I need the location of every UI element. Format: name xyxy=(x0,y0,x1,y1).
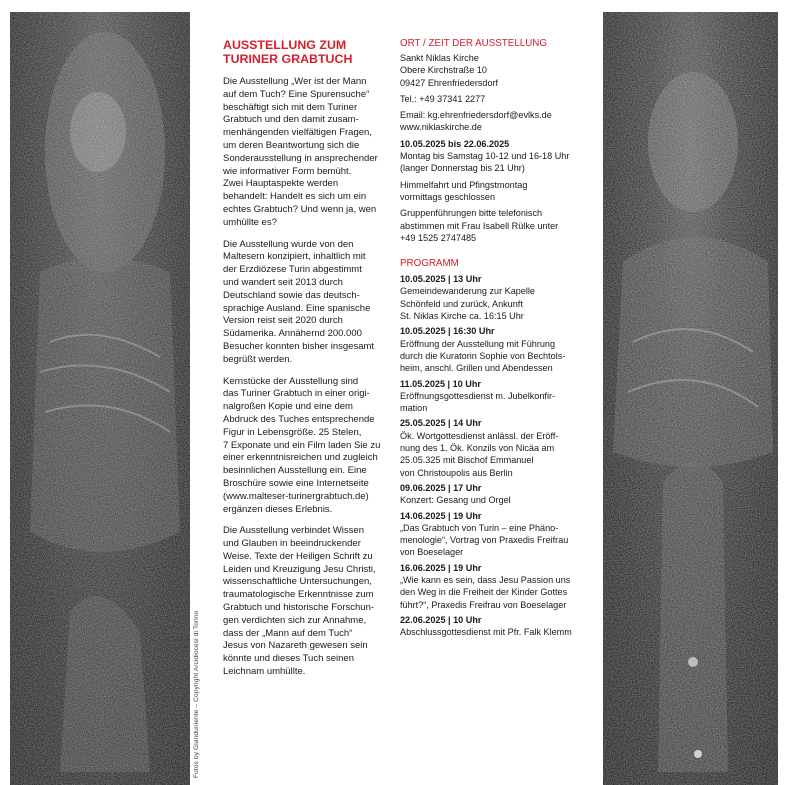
paragraph-line: auf dem Tuch? Eine Spurensuche“ xyxy=(223,88,370,100)
paragraph-line: sprachige Ausland. Eine spanische xyxy=(223,302,371,314)
shroud-photo-left xyxy=(10,12,190,785)
paragraph-line: Weise. Texte der Heiligen Schrift zu xyxy=(223,550,373,562)
address-line: 09427 Ehrenfriedersdorf xyxy=(400,77,499,88)
paragraph-line: ergänzen dieses Erlebnis. xyxy=(223,503,333,515)
program-event xyxy=(400,510,600,559)
address-line: Sankt Niklas Kirche xyxy=(400,53,479,63)
event-description: St. Niklas Kirche ca. 16:15 Uhr xyxy=(400,311,524,322)
paragraph-line: nalgroßen Kopie und eine dem xyxy=(223,401,353,413)
program-event xyxy=(400,273,600,322)
title-line-2: TURINER GRABTUCH xyxy=(223,52,353,66)
address-line: Obere Kirchstraße 10 xyxy=(400,65,487,76)
body-paragraph xyxy=(223,239,393,367)
event-description: von Boeselager xyxy=(400,547,464,558)
program-event xyxy=(400,614,600,639)
paragraph-line: Die Ausstellung wurde von den xyxy=(223,238,354,250)
event-date: 16.06.2025 | 19 Uhr xyxy=(400,562,482,573)
paragraph-line: Grabtuch und historische Forschun- xyxy=(223,602,375,614)
event-date: 22.06.2025 | 10 Uhr xyxy=(400,614,482,625)
event-description: führt?“, Praxedis Freifrau von Boeselager xyxy=(400,599,567,610)
paragraph-line: gen verdichten sich zur Annahme, xyxy=(223,614,367,626)
event-description: durch die Kuratorin Sophie von Bechtols- xyxy=(400,350,566,361)
paragraph-line: beschäftigt sich mit dem Turiner xyxy=(223,101,358,113)
paragraph-line: könnte und dieses Tuch seinen xyxy=(223,653,354,665)
closed-note: vormittags geschlossen xyxy=(400,191,496,202)
paragraph-line: Zwei Hauptaspekte werden xyxy=(223,178,339,190)
paragraph-line: Sonderausstellung in ansprechender xyxy=(223,152,378,164)
event-description: Abschlussgottesdienst mit Pfr. Falk Klemm xyxy=(400,627,572,638)
paragraph-line: Maltesern konzipiert, inhaltlich mit xyxy=(223,251,366,263)
event-date: 10.05.2025 | 16:30 Uhr xyxy=(400,326,495,337)
photo-credit: Fotos by Gianduniente – Copyright Arcidiocesi di Torino xyxy=(193,610,200,778)
paragraph-line: traumatologische Erkenntnisse zum xyxy=(223,589,374,601)
paragraph-line: (www.malteser-turinergrabtuch.de) xyxy=(223,490,369,502)
paragraph-line: 7 Exponate und ein Film laden Sie zu xyxy=(223,439,381,451)
paragraph-line: wie informativer Form bemüht. xyxy=(223,165,352,177)
website-link[interactable]: www.niklaskirche.de xyxy=(400,122,482,133)
paragraph-line: Leiden und Kreuzigung Jesu Christi, xyxy=(223,563,376,575)
program-event xyxy=(400,378,600,415)
paragraph-line: Südamerika. Annähernd 200.000 xyxy=(223,328,362,340)
paragraph-line: menhängenden vielfältigen Fragen, xyxy=(223,127,372,139)
event-date: 25.05.2025 | 14 Uhr xyxy=(400,418,482,429)
phone-text: Tel.: +49 37341 2277 xyxy=(400,93,486,104)
paragraph-line: Leichnam umhüllte. xyxy=(223,666,306,678)
event-description: Gemeindewanderung zur Kapelle xyxy=(400,286,535,297)
event-date: 11.05.2025 | 10 Uhr xyxy=(400,378,481,389)
paragraph-line: Die Ausstellung verbindet Wissen xyxy=(223,525,364,537)
program-list xyxy=(400,273,600,638)
exhibition-description xyxy=(223,38,393,688)
opening-hours: Montag bis Samstag 10-12 und 16-18 Uhr xyxy=(400,151,570,162)
paragraph-line: der Erzdiözese Turin abgestimmt xyxy=(223,264,362,276)
paragraph-list xyxy=(223,76,393,679)
paragraph-line: dass der „Mann auf dem Tuch“ xyxy=(223,627,353,639)
event-description: heim, anschl. Grillen und Abendessen xyxy=(400,363,553,374)
paragraph-line: Besucher konnten bisher insgesamt xyxy=(223,340,375,352)
event-date: 09.06.2025 | 17 Uhr xyxy=(400,482,482,493)
paragraph-line: um deren Beantwortung sich die xyxy=(223,139,360,151)
paragraph-line: Abdruck des Tuches entsprechende xyxy=(223,413,375,425)
opening-hours: (langer Donnerstag bis 21 Uhr) xyxy=(400,163,525,174)
body-paragraph xyxy=(223,525,393,679)
event-description: Schönfeld und zurück, Ankunft xyxy=(400,298,523,309)
paragraph-line: besinnlichen Ausstellung ein. Eine xyxy=(223,465,367,477)
paragraph-line: begrüßt werden. xyxy=(223,353,293,365)
paragraph-line: behandelt: Handelt es sich um ein xyxy=(223,191,367,203)
location-heading: ORT / ZEIT DER AUSSTELLUNG xyxy=(400,38,547,49)
event-description: Ök. Wortgottesdienst anlässl. der Eröff- xyxy=(400,430,559,441)
program-event xyxy=(400,417,600,478)
event-description: menologie“, Vortrag von Praxedis Freifrau xyxy=(400,535,569,546)
body-paragraph xyxy=(223,76,393,230)
program-event xyxy=(400,325,600,374)
paragraph-line: und wandert seit 2013 durch xyxy=(223,276,343,288)
event-date: 10.05.2025 | 13 Uhr xyxy=(400,274,482,285)
paragraph-line: Version reist seit 2020 durch xyxy=(223,315,343,327)
paragraph-line: Deutschland sowie das deutsch- xyxy=(223,289,360,301)
paragraph-line: das Turiner Grabtuch in einer origi- xyxy=(223,388,370,400)
event-description: Konzert: Gesang und Orgel xyxy=(400,495,511,506)
event-description: nung des 1. Ök. Konzils von Nicäa am xyxy=(400,443,555,454)
event-description: den Weg in die Freiheit der Kinder Gottes xyxy=(400,587,568,598)
paragraph-line: Jesus von Nazareth gewesen sein xyxy=(223,640,368,652)
paragraph-line: Grabtuch und den damit zusam- xyxy=(223,114,359,126)
paragraph-line: wissenschaftliche Untersuchungen, xyxy=(223,576,372,588)
paragraph-line: Die Ausstellung „Wer ist der Mann xyxy=(223,76,367,87)
paragraph-line: und Glauben in beeindruckender xyxy=(223,538,361,550)
paragraph-line: Kernstücke der Ausstellung sind xyxy=(223,375,359,387)
group-tour-note: Gruppenführungen bitte telefonisch xyxy=(400,208,543,219)
paragraph-line: Figur in Lebensgröße. 25 Stelen, xyxy=(223,426,362,438)
group-tour-phone: +49 1525 2747485 xyxy=(400,232,477,243)
exhibition-period: 10.05.2025 bis 22.06.2025 xyxy=(400,138,510,149)
program-event xyxy=(400,562,600,611)
body-paragraph xyxy=(223,376,393,517)
program-event xyxy=(400,482,600,507)
shroud-photo-right xyxy=(603,12,778,785)
paragraph-line: umhüllte es? xyxy=(223,216,277,228)
program-heading: PROGRAMM xyxy=(400,258,459,270)
event-date: 14.06.2025 | 19 Uhr xyxy=(400,510,482,521)
event-description: 25.05.325 mit Bischof Emmanuel xyxy=(400,455,534,466)
paragraph-line: echtes Grabtuch? Und wenn ja, wen xyxy=(223,203,377,215)
shroud-figure-left xyxy=(10,12,190,785)
event-description: mation xyxy=(400,403,428,414)
closed-note: Himmelfahrt und Pfingstmontag xyxy=(400,179,528,190)
paragraph-line: einer erkenntnisreichen und zugleich xyxy=(223,452,378,464)
paragraph-line: Broschüre sowie eine Internetseite xyxy=(223,477,369,489)
email-link[interactable]: Email: kg.ehrenfriedersdorf@evlks.de xyxy=(400,110,552,121)
event-description: von Christoupolis aus Berlin xyxy=(400,467,513,478)
title-line-1: AUSSTELLUNG ZUM xyxy=(223,38,347,52)
group-tour-note: abstimmen mit Frau Isabell Rülke unter xyxy=(400,220,559,231)
shroud-figure-right xyxy=(603,12,778,785)
info-column xyxy=(400,38,600,638)
event-description: Eröffnung der Ausstellung mit Führung xyxy=(400,338,556,349)
page-title xyxy=(223,38,393,66)
event-description: Eröffnungsgottesdienst m. Jubelkonfir- xyxy=(400,390,556,401)
event-description: „Das Grabtuch von Turin – eine Phäno- xyxy=(400,522,559,533)
event-description: „Wie kann es sein, dass Jesu Passion uns xyxy=(400,574,571,585)
